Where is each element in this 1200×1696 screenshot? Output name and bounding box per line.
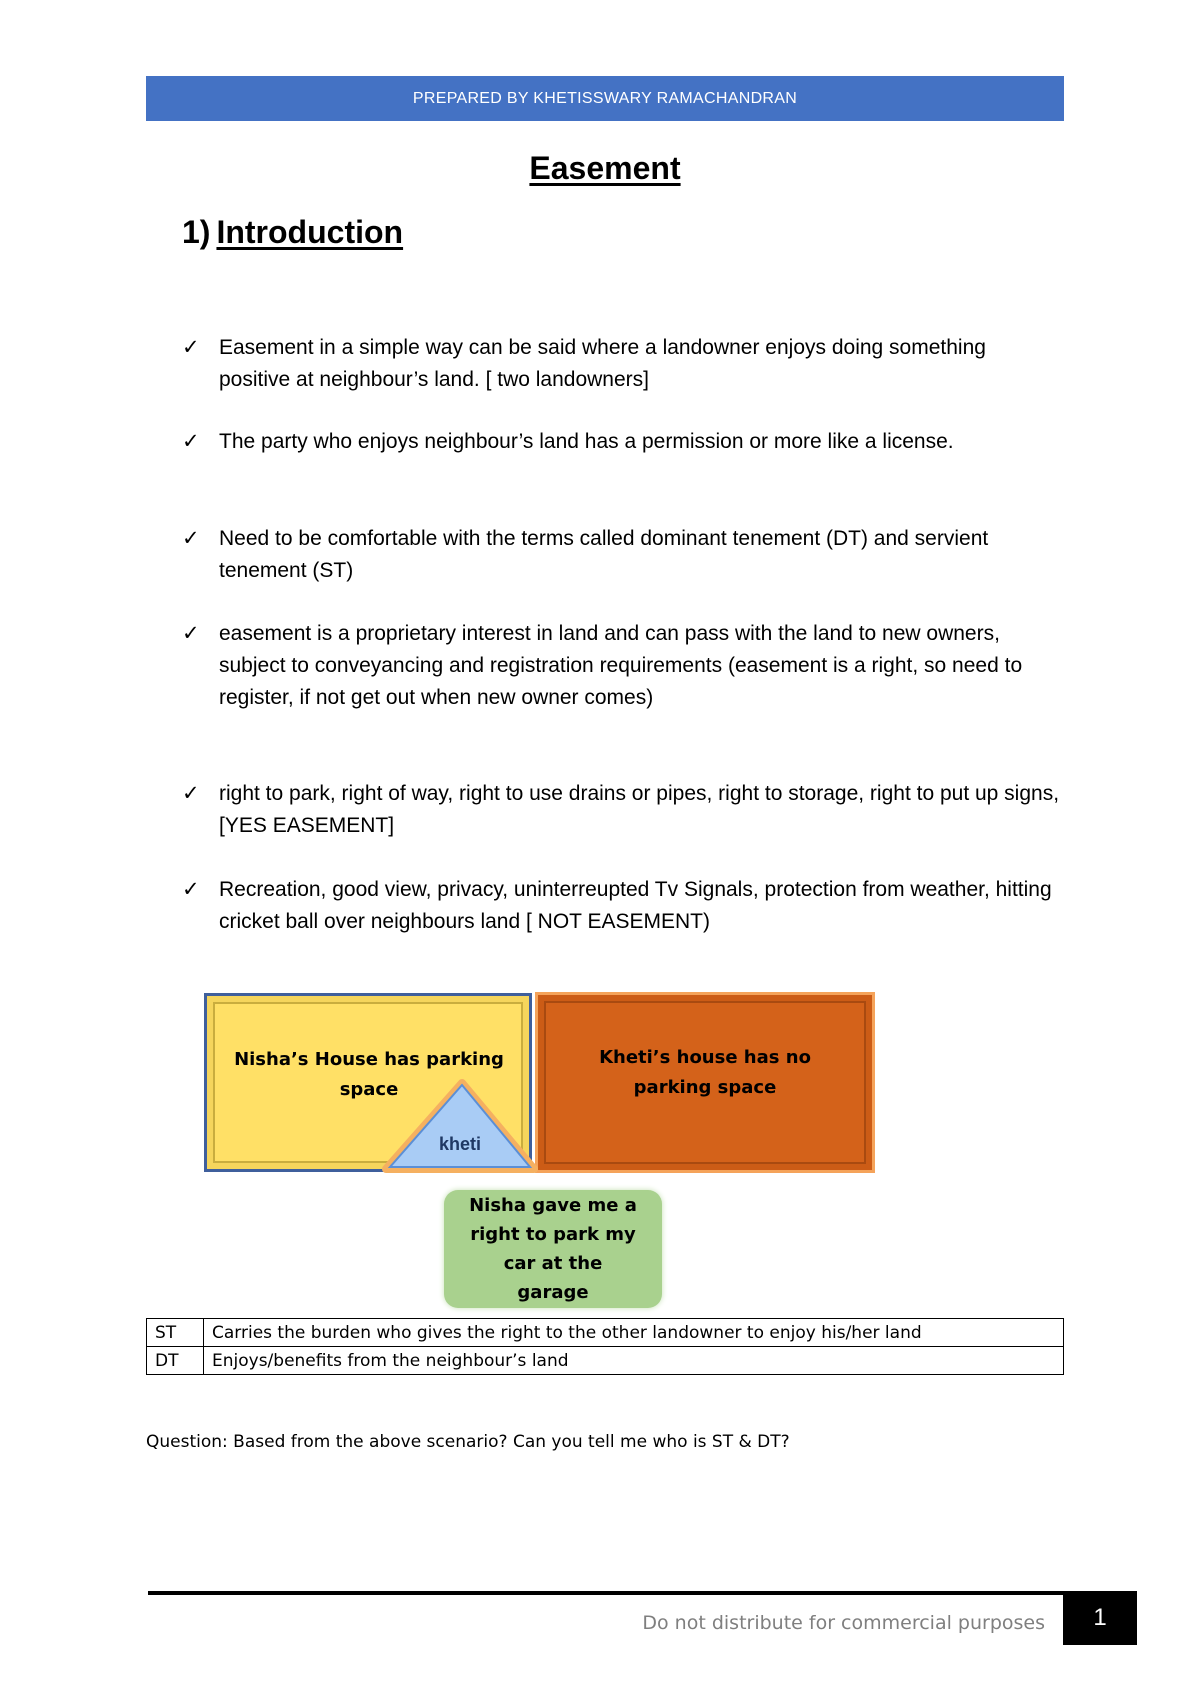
page-number: 1	[1063, 1591, 1137, 1645]
footer-divider	[148, 1591, 1134, 1595]
bullet-item	[182, 523, 1062, 587]
meaning-cell: Carries the burden who gives the right to the other landowner to enjoy his/her land	[204, 1319, 1064, 1347]
permission-note-text: Nisha gave me a right to park my car at the garage	[469, 1195, 637, 1303]
bullet-text: easement is a proprietary interest in land and can pass with the land to new owners, subject to conveyancing and registration requirements (easement is a right, so need to register, if not get out when new owner comes)	[219, 622, 1023, 709]
table-row	[147, 1347, 1064, 1375]
document-title: Easement	[529, 150, 681, 186]
checkmark-icon: ✓	[182, 782, 200, 805]
checkmark-icon: ✓	[182, 878, 200, 901]
section-title: Introduction	[216, 214, 404, 250]
nisha-house-label: Nisha’s House has parking space	[234, 1049, 504, 1100]
section-number: 1)	[182, 214, 211, 250]
kheti-car-triangle	[380, 1077, 540, 1174]
permission-note	[444, 1190, 662, 1308]
bullet-text: Recreation, good view, privacy, uninterreupted Tv Signals, protection from weather, hitting cricket ball over neighbours land [ NOT EASEMENT)	[219, 878, 1052, 933]
checkmark-icon: ✓	[182, 622, 200, 645]
definitions-table	[146, 1318, 1064, 1375]
term-cell: ST	[147, 1319, 204, 1347]
footer-notice: Do not distribute for commercial purposes	[642, 1612, 1045, 1634]
checkmark-icon: ✓	[182, 336, 200, 359]
table-row	[147, 1319, 1064, 1347]
checkmark-icon: ✓	[182, 430, 200, 453]
bullet-text: The party who enjoys neighbour’s land has a permission or more like a license.	[219, 430, 954, 453]
section-heading	[182, 214, 403, 251]
term-cell: DT	[147, 1347, 204, 1375]
bullet-text: Need to be comfortable with the terms called dominant tenement (DT) and servient tenement (ST)	[219, 527, 989, 582]
checkmark-icon: ✓	[182, 527, 200, 550]
bullet-text: Easement in a simple way can be said where a landowner enjoys doing something positive at neighbour’s land. [ two landowners]	[219, 336, 986, 391]
bullet-item	[182, 426, 1062, 458]
kheti-house-label: Kheti’s house has no parking space	[599, 1047, 811, 1098]
meaning-cell: Enjoys/benefits from the neighbour’s land	[204, 1347, 1064, 1375]
bullet-item	[182, 778, 1062, 842]
question-text: Question: Based from the above scenario? Can you tell me who is ST & DT?	[146, 1432, 790, 1452]
bullet-item	[182, 332, 1062, 396]
triangle-label: kheti	[438, 1134, 481, 1154]
bullet-item	[182, 618, 1062, 714]
bullet-text: right to park, right of way, right to use drains or pipes, right to storage, right to put up signs, [YES EASEMENT]	[219, 782, 1060, 837]
bullet-item	[182, 874, 1062, 938]
header-banner: PREPARED BY KHETISSWARY RAMACHANDRAN	[146, 76, 1064, 121]
